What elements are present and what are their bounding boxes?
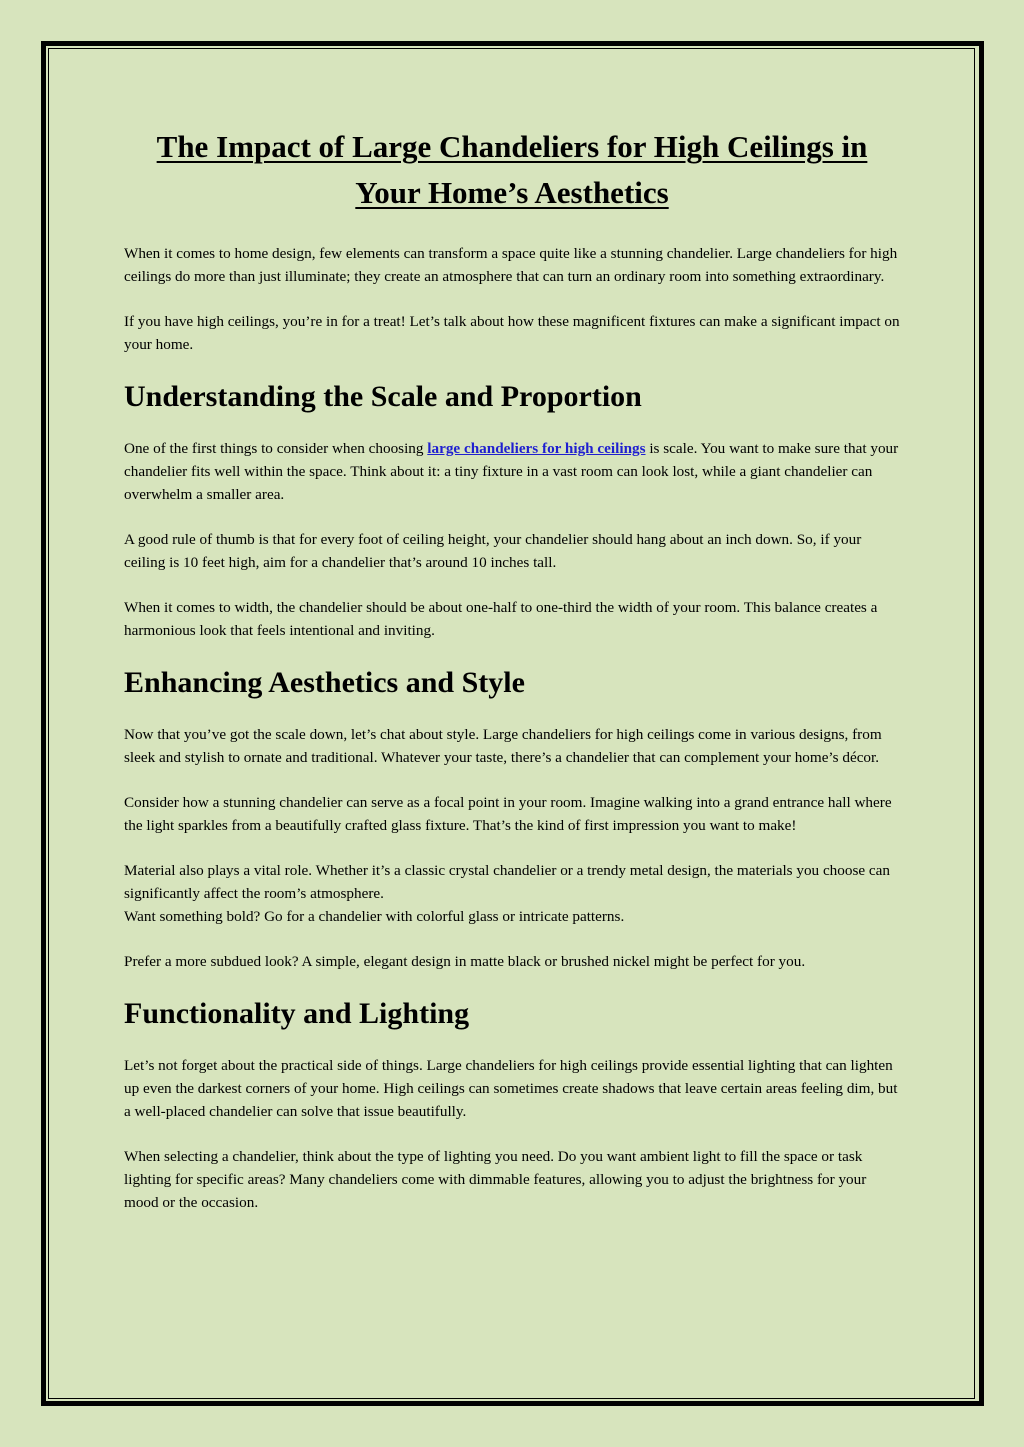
scale-paragraph-3: When it comes to width, the chandelier should be about one-half to one-third the width of your room. This balance creates a harmonious look that feels intentional and inviting.	[124, 599, 878, 639]
functionality-paragraph-1: Let’s not forget about the practical side of things. Large chandeliers for high ceilings provide essential lighting that can lighten up even the darkest corners of your home. High ceilings can sometimes create shadows that leave certain areas feeling dim, but a well-placed chandelier can solve that issue beautifully.	[124, 1057, 898, 1120]
scale-paragraph-1-start: One of the first things to consider when choosing	[124, 440, 428, 457]
functionality-paragraph-2: When selecting a chandelier, think about the type of lighting you need. Do you want ambient light to fill the space or task lighting for specific areas? Many chandeliers come with dimmable features, allowing you to adjust the brightness for your mood or the occasion.	[124, 1148, 867, 1211]
section-heading-functionality: Functionality and Lighting	[124, 997, 470, 1030]
document-title: The Impact of Large Chandeliers for High Ceilings in Your Home’s Aesthetics	[156, 129, 868, 210]
style-paragraph-5: Prefer a more subdued look? A simple, elegant design in matte black or brushed nickel might be perfect for you.	[124, 953, 806, 970]
intro-paragraph-1: When it comes to home design, few elements can transform a space quite like a stunning chandelier. Large chandeliers for high ceilings do more than just illuminate; they create an atmosphere that can turn an ordinary room into something extraordinary.	[124, 245, 898, 285]
style-paragraph-3: Material also plays a vital role. Whether it’s a classic crystal chandelier or a trendy metal design, the materials you choose can significantly affect the room’s atmosphere.	[124, 862, 890, 902]
section-heading-scale: Understanding the Scale and Proportion	[124, 380, 642, 413]
style-paragraph-1: Now that you’ve got the scale down, let’s chat about style. Large chandeliers for high ceilings come in various designs, from sleek and stylish to ornate and traditional. Whatever your taste, there’s a chandelier that can complement your home’s décor.	[124, 726, 882, 766]
scale-paragraph-1	[124, 437, 900, 506]
style-paragraph-2: Consider how a stunning chandelier can serve as a focal point in your room. Imagine walking into a grand entrance hall where the light sparkles from a beautifully crafted glass fixture. That’s the kind of first impression you want to make!	[124, 794, 892, 834]
section-heading-style: Enhancing Aesthetics and Style	[124, 666, 525, 699]
scale-paragraph-2: A good rule of thumb is that for every foot of ceiling height, your chandelier should hang about an inch down. So, if your ceiling is 10 feet high, aim for a chandelier that’s around 10 inches tall.	[124, 531, 862, 571]
chandeliers-link[interactable]: large chandeliers for high ceilings	[427, 440, 646, 457]
intro-paragraph-2: If you have high ceilings, you’re in for a treat! Let’s talk about how these magnificent fixtures can make a significant impact on your home.	[124, 313, 900, 353]
style-paragraph-4: Want something bold? Go for a chandelier with colorful glass or intricate patterns.	[124, 908, 625, 925]
scale-paragraph-1-end: is scale. You want to make sure that your chandelier fits well within the space. Think about it: a tiny fixture in a vast room can look lost, while a giant chandelier can overwhelm a smaller area.	[124, 440, 899, 503]
document-body	[124, 124, 900, 1236]
